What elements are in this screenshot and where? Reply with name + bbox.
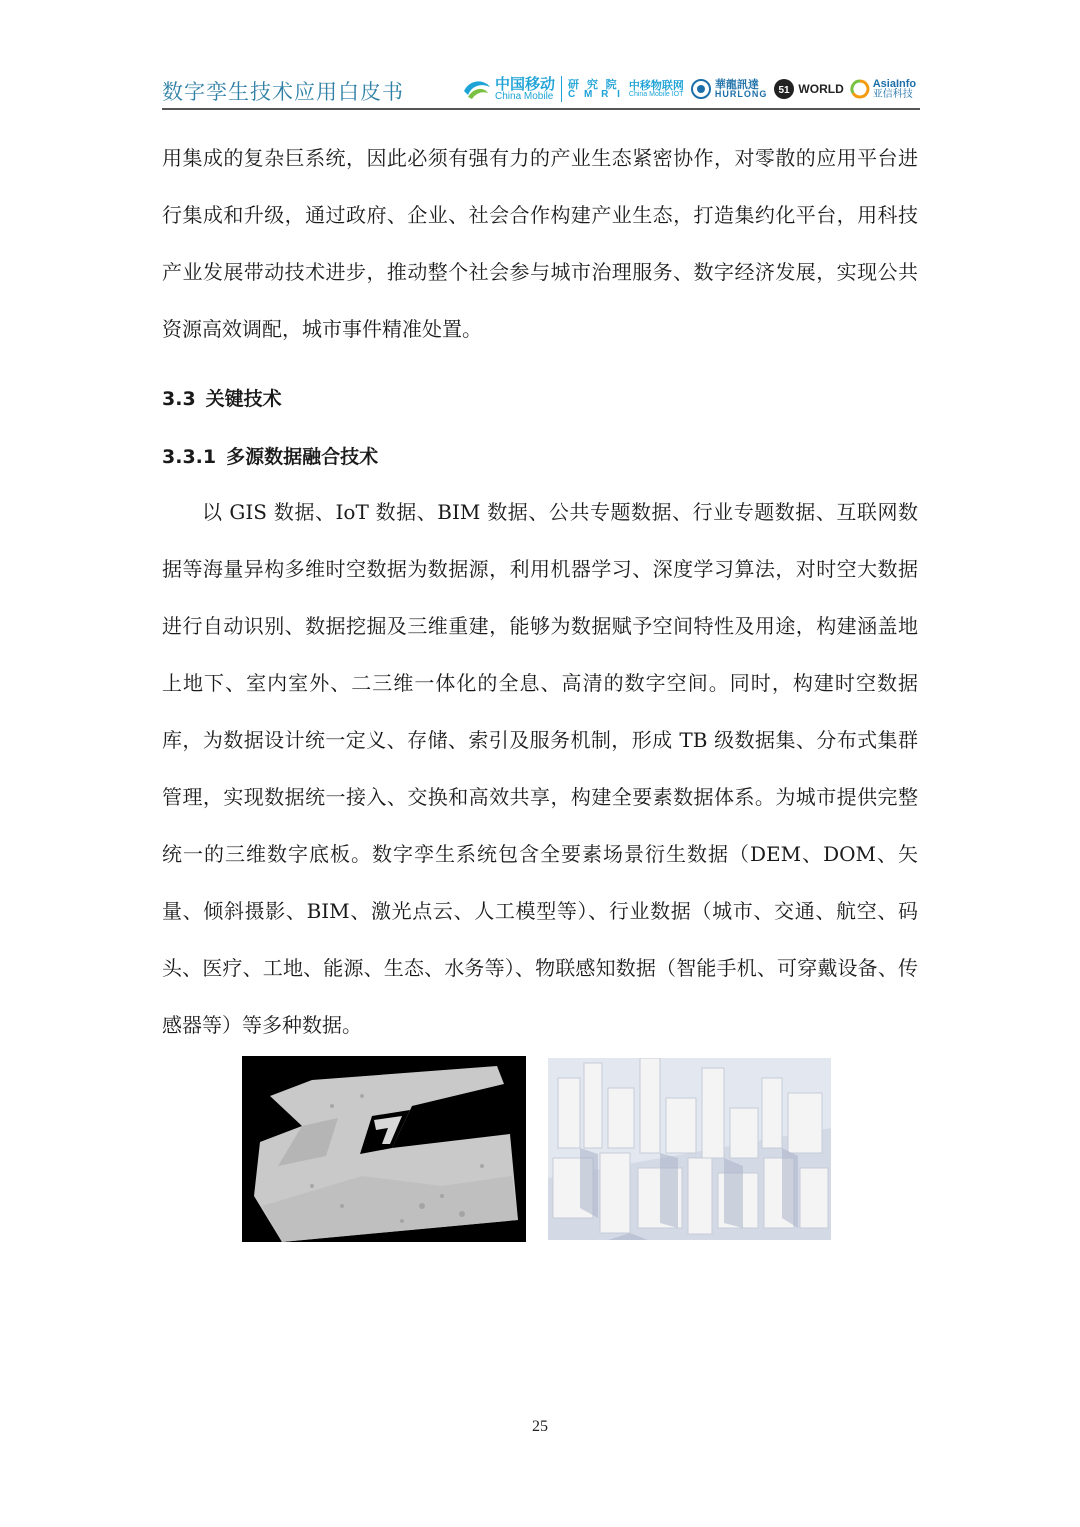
asiainfo-logo [850,79,916,100]
subsection-title: 多源数据融合技术 [226,446,379,468]
section-title: 关键技术 [205,388,282,410]
asiainfo-name-en: AsiaInfo [872,77,917,90]
partner-logos [462,72,916,106]
asiainfo-name-cn: 亚信科技 [872,88,913,100]
page-number: 25 [532,1418,548,1435]
hurlong-name-en: HURLONG [714,89,768,99]
iot-name-en: China Mobile IOT [628,91,684,98]
china-mobile-logo [462,74,556,102]
terrain-model-image [242,1056,526,1242]
header-title: 数字孪生技术应用白皮书 [162,80,404,104]
china-mobile-name-en: China Mobile [495,90,554,102]
51world-text: WORLD [798,82,844,96]
hurlong-logo [690,78,768,100]
cmri-name-cn: 研 究 院 [568,77,619,91]
header-divider [162,108,920,110]
section-heading [162,384,282,411]
continued-paragraph: 用集成的复杂巨系统，因此必须有强有力的产业生态紧密协作，对零散的应用平台进行集成和升级，通过政府、企业、社会合作构建产业生态，打造集约化平台，用科技产业发展带动技术进步，推动整个社会参与城市治理服务、数字经济发展，实现公共资源高效调配，城市事件精准处置。 [162,146,918,341]
51world-badge-icon [773,78,795,100]
cmri-logo [568,79,623,100]
asiainfo-icon [850,79,870,99]
city-model-image [548,1058,831,1240]
51world-logo [773,78,843,100]
main-paragraph: 以 GIS 数据、IoT 数据、BIM 数据、公共专题数据、行业专题数据、互联网数据等海量异构多维时空数据为数据源，利用机器学习、深度学习算法，对时空大数据进行自动识别、数据挖掘及三维重建，能够为数据赋予空间特性及用途，构建涵盖地上地下、室内室外、二三维一体化的全息、高清的数字空间。同时，构建时空数据库，为数据设计统一定义、存储、索引及服务机制，形成 TB 级数据集、分布式集群管理，实现数据统一接入、交换和高效共享，构建全要素数据体系。为城市提供完整统一的三维数字底板。数字孪生系统包含全要素场景衍生数据（DEM、DOM、矢量、倾斜摄影、BIM、激光点云、人工模型等）、行业数据（城市、交通、航空、码头、医疗、工地、能源、生态、水务等）、物联感知数据（智能手机、可穿戴设备、传感器等）等多种数据。 [162,500,918,1037]
hurlong-name-cn: 華龍訊達 [714,78,759,91]
page-header [162,62,920,110]
51world-badge-text: 51 [778,85,790,96]
hurlong-icon [690,78,712,100]
section-number: 3.3 [162,388,196,410]
terrain-model-illustration [242,1056,526,1242]
china-mobile-icon [462,77,492,101]
logo-divider [561,76,562,102]
subsection-heading [162,442,378,469]
main-paragraph-block [162,484,918,1054]
china-mobile-iot-logo [629,80,684,98]
city-model-illustration [548,1058,831,1240]
china-mobile-name-cn: 中国移动 [495,74,556,93]
subsection-number: 3.3.1 [162,446,217,468]
cmri-name-en: C M R I [568,88,623,100]
iot-name-cn: 中移物联网 [628,79,684,92]
continued-paragraph-block [162,130,918,358]
